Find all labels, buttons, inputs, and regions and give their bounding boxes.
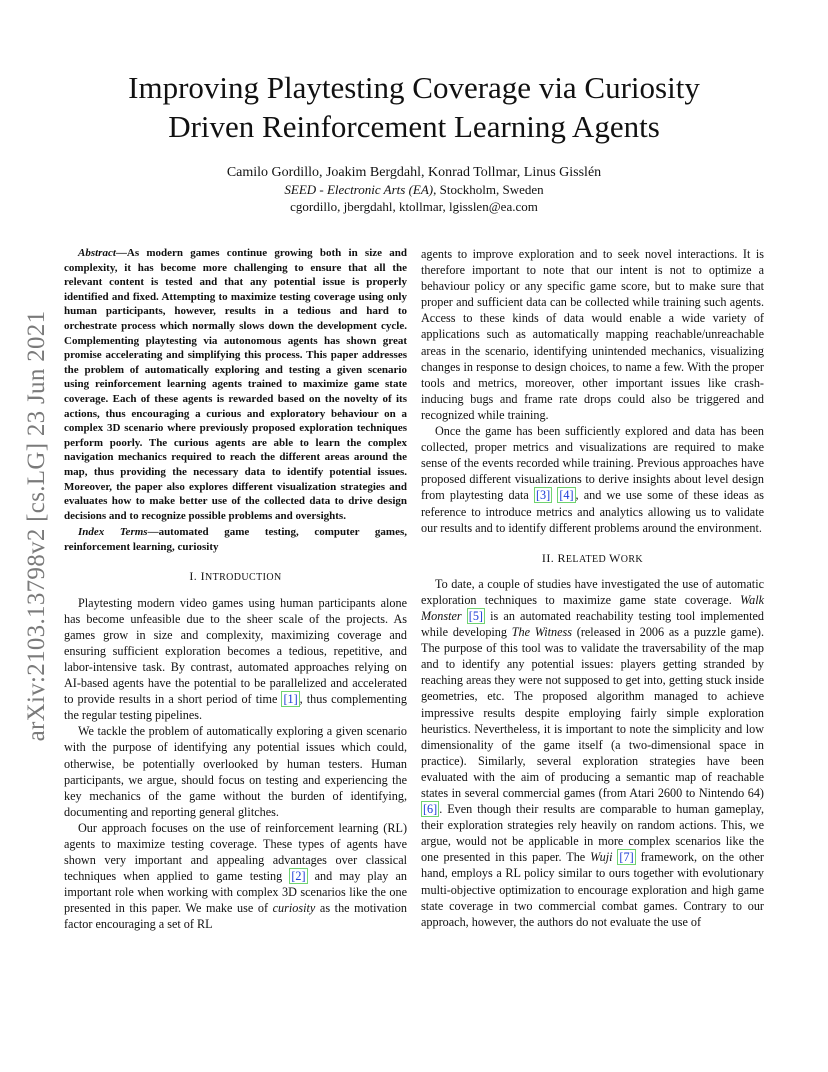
section-initial: I: [200, 569, 205, 584]
citation-link[interactable]: [5]: [468, 608, 483, 623]
arxiv-identifier: arXiv:2103.13798v2 [cs.LG] 23 Jun 2021: [23, 310, 50, 742]
rw-wuji: Wuji: [590, 850, 613, 865]
rw-text-d: . Even though their results are comparable to human gameplay, their exploration strategies rely heavily on random actions. This, we argue, would not be applicable in more complex scenarios like the one presented in this paper. The: [421, 802, 764, 865]
abstract-text: —As modern games continue growing both in size and complexity, it has become more challenging to ensure that all the relevant content is tested and that any potential issue is properly identified and fixed. Attempting to maximize testing coverage using only human participants, however, results in a tedious and hard to orchestrate process which normally slows down the development cycle. Complementing playtesting via autonomous agents has shown great promise accelerating and simplifying this process. This paper addresses the problem of automatically exploring and testing a given scenario using reinforcement learning agents trained to maximize game state coverage. Each of these agents is rewarded based on the novelty of its actions, thus encouraging a curious and exploratory behaviour on a complex 3D scenario where previously proposed exploration techniques perform poorly. The curious agents are able to learn the complex navigation mechanics required to reach the different areas around the map, thus providing the necessary data to identify potential issues. Moreover, the paper also explores different visualization strategies and evaluates how to make better use of the collected data to drive design decisions and to recognize possible problems and oversights.: [64, 247, 407, 522]
citation-link[interactable]: [6]: [423, 802, 438, 817]
affiliation: [60, 181, 768, 199]
citation-link[interactable]: [7]: [619, 850, 634, 865]
right-p2-text-b: , and we use some of these ideas as reference to introduce metrics and analytics allowing us to validate our results and to identify different problems around the environment.: [421, 488, 764, 535]
intro-p3-emphasis: curiosity: [272, 901, 316, 916]
section-heading-related-work: [421, 550, 764, 568]
abstract: [64, 246, 407, 523]
right-paragraph-1: agents to improve exploration and to seek novel interactions. It is therefore important to note that our intent is not to optimize a behaviour policy or any specific game score, but to make sure that proper and sufficient data can be collected while training such agents. Access to these kinds of data would enable a wide variety of applications such as automatically mapping reachable/unreachable areas in the scenario, identifying unintended mechanics, visualizing changes in response to design choices, to name a few. With the proper tools and metrics, moreover, other important issues like crash-inducing bugs and frame rate drops could also be triggered and recognized while training.: [421, 247, 764, 422]
intro-p3-text-a: Our approach focuses on the use of reinforcement learning (RL) agents to maximize testing coverage. These types of agents have shown very important and appealing advantages over classical techniques when applied to game testing: [64, 820, 407, 884]
related-work-paragraph: [421, 576, 764, 930]
right-paragraph-2: [421, 423, 764, 536]
left-column: [64, 246, 407, 933]
citation-link[interactable]: [4]: [559, 488, 574, 503]
section-number: II.: [541, 550, 558, 565]
citation-link[interactable]: [2]: [291, 869, 306, 884]
intro-paragraph-2: We tackle the problem of automatically exploring a given scenario with the purpose of identifying any potential issues which could, otherwise, be potentially overlooked by human testers. Human participants, we argue, should focus on testing and experiencing the key mechanics of the game without the burden of identifying, documenting and reporting general glitches.: [64, 724, 407, 819]
section-initial: R: [557, 550, 566, 565]
arxiv-sidebar-stamp: [12, 296, 62, 756]
section-initial: W: [609, 550, 621, 565]
title-line-2: Driven Reinforcement Learning Agents: [168, 109, 660, 144]
right-p2-text-a: Once the game has been sufficiently explored and data has been collected, proper metrics and visualizations are required to make sense of the events recorded while training. Previous approaches have proposed different visualizations to derive insights about level design from playtesting data: [421, 424, 764, 503]
intro-paragraph-3: [64, 820, 407, 933]
rw-text-e: framework, on the other hand, employs a RL policy similar to ours together with evolutionary multi-objective optimization to encourage exploration and high game state coverage in two commercial combat games. Contrary to our approach, however, the authors do not evaluate the use of: [421, 850, 764, 929]
author-list: Camilo Gordillo, Joakim Bergdahl, Konrad Tollmar, Linus Gisslén: [226, 165, 602, 180]
section-smallcaps: ELATED: [565, 553, 609, 565]
abstract-label: Abstract: [78, 247, 116, 259]
rw-text-a: To date, a couple of studies have investigated the use of automatic exploration techniques to maximize game state coverage.: [421, 576, 764, 607]
index-terms: [64, 525, 407, 554]
rw-text-b: is an automated reachability testing tool implemented while developing: [421, 608, 764, 640]
section-smallcaps: ORK: [620, 553, 644, 565]
section-number: I.: [189, 569, 201, 584]
section-heading-introduction: [64, 568, 407, 586]
intro-p3-text-b: and may play an important role when working with complex 3D scenarios like the one presented in this paper. We make use of: [64, 869, 407, 916]
citation-link[interactable]: [3]: [535, 488, 551, 503]
paper-title: [60, 68, 768, 146]
section-smallcaps: NTRODUCTION: [204, 572, 282, 584]
rw-walk-monster: Walk Monster: [421, 592, 764, 623]
intro-p1-text-a: Playtesting modern video games using human participants alone has become unfeasible due to the sheer scale of the projects. As games grow in size and complexity, maximizing coverage and ensuring sufficient exploration becomes a tedious, repetitive, and labor-intensive task. By contrast, automated approaches relying on AI-based agents have the potential to be parallelized and accelerated to provide results in a short period of time: [64, 595, 407, 707]
intro-paragraph-1: [64, 595, 407, 724]
affiliation-org: SEED - Electronic Arts (EA): [284, 182, 434, 197]
right-column: [421, 246, 764, 930]
index-terms-label: Index Terms: [78, 526, 148, 539]
rw-text-c: (released in 2006 as a puzzle game). The purpose of this tool was to validate the traversability of the map and to identify any potential issues: players getting stranded by reaching areas they were not supposed to get into, getting stuck inside geometries, etc. The proposed algorithm managed to achieve impressive results despite employing fairly simple exploration heuristics. Nevertheless, it is important to note the simplicity and low dimensionality of the game itself (a two-dimensional space in practice). Similarly, several exploration strategies have been evaluated with the aim of producing a semantic map of reachable states in several commercial games (from Atari 2600 to Nintendo 64): [421, 625, 764, 800]
intro-p3-text-c: as the motivation factor encouraging a set of RL: [64, 901, 407, 932]
title-line-1: Improving Playtesting Coverage via Curiosity: [128, 70, 700, 105]
index-terms-text: —automated game testing, computer games, reinforcement learning, curiosity: [64, 526, 407, 553]
author-emails: cgordillo, jbergdahl, ktollmar, lgisslen@ea.com: [290, 199, 538, 214]
rw-the-witness: The Witness: [511, 625, 573, 640]
affiliation-location: , Stockholm, Sweden: [433, 182, 544, 197]
intro-p1-text-b: , thus complementing the regular testing pipelines.: [64, 692, 407, 723]
citation-link[interactable]: [1]: [283, 692, 298, 707]
